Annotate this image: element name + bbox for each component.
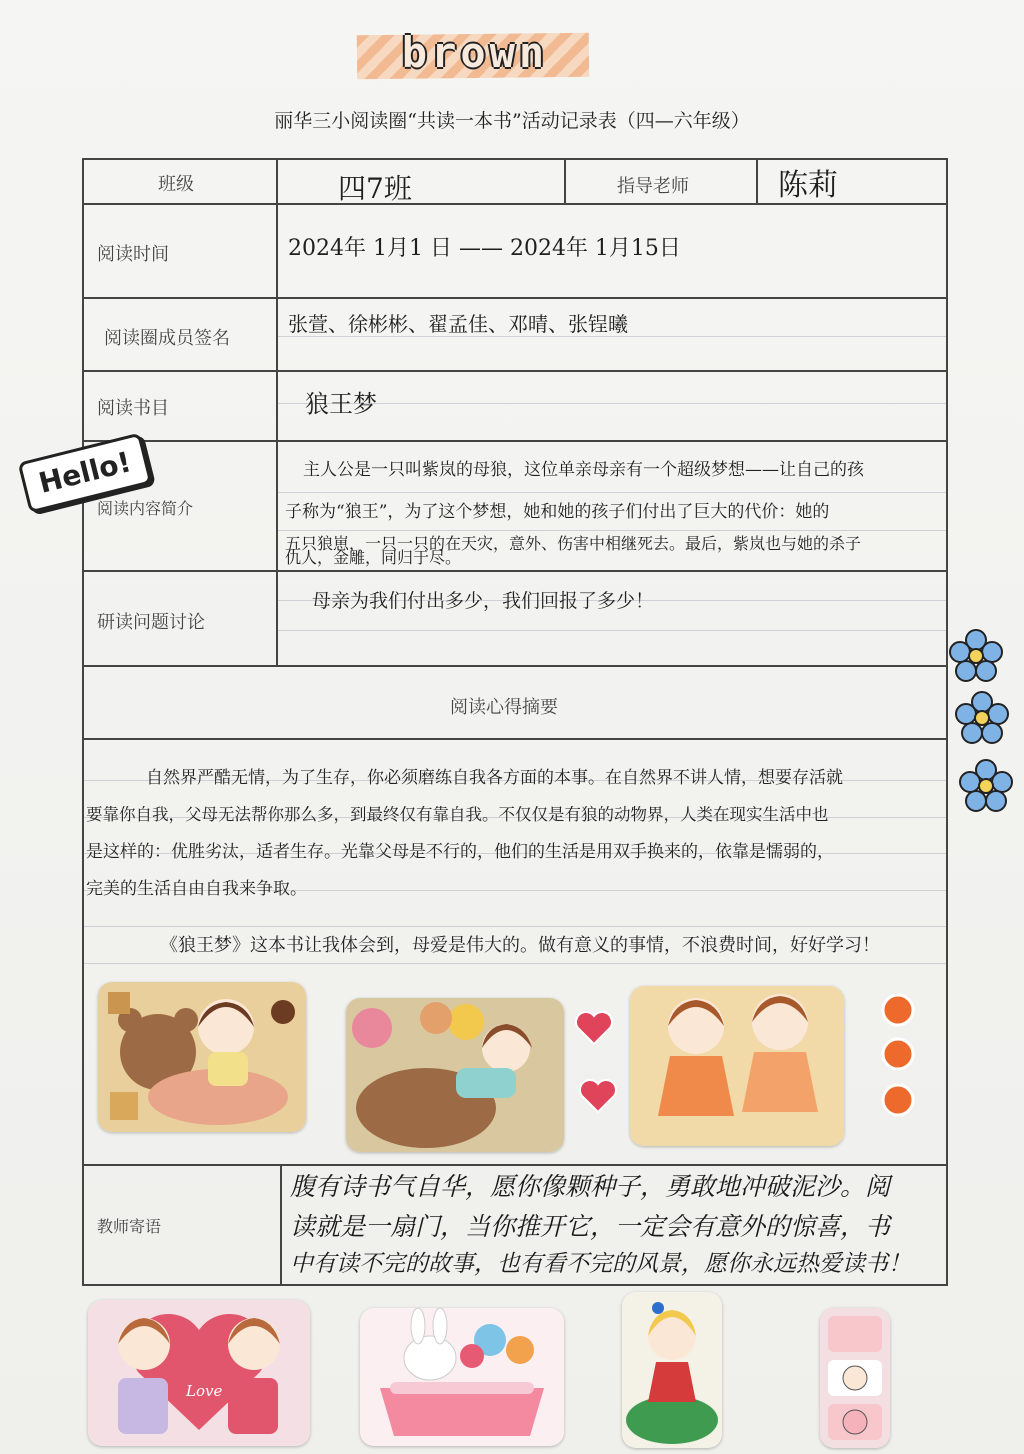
flower-icon	[948, 628, 1004, 684]
row-line	[82, 440, 948, 442]
teacher-label: 指导老师	[617, 176, 689, 197]
time-value: 2024年 1月1 日 —— 2024年 1月15日	[288, 236, 681, 261]
flower-icon	[958, 758, 1014, 814]
column-line	[756, 158, 758, 203]
book-value: 狼王梦	[305, 390, 377, 418]
flower-icon	[954, 690, 1010, 746]
teacher-value: 陈莉	[778, 168, 838, 203]
row-line	[82, 738, 948, 740]
column-line	[280, 1164, 282, 1286]
summary-label: 阅读内容简介	[97, 499, 194, 518]
row-line	[82, 297, 948, 299]
table-border-top	[82, 158, 948, 160]
summary-line: 五只狼崽，一只一只的在天灾，意外、伤害中相继死去。最后，紫岚也与她的杀子	[285, 534, 862, 553]
summary-line: 仇人，金雕，同归于尽。	[285, 548, 462, 567]
heart-icon	[574, 1010, 614, 1046]
time-label: 阅读时间	[97, 244, 169, 265]
tape-label: brown	[401, 28, 549, 77]
writing-rule	[278, 336, 946, 337]
book-label: 阅读书目	[97, 398, 169, 419]
row-line	[82, 665, 948, 667]
girl-with-bear-sticker	[98, 982, 306, 1132]
writing-rule	[278, 492, 946, 493]
orange-fruit-stickers	[878, 990, 918, 1124]
twin-girls-sticker	[630, 986, 844, 1146]
girl-on-bear-balloons-sticker	[346, 998, 564, 1152]
hello-sticker: Hello!	[18, 433, 153, 514]
row-line	[82, 570, 948, 572]
girl-on-leaf-sticker	[622, 1292, 722, 1448]
table-border-right	[946, 158, 948, 1286]
reflection-line: 要靠你自我，父母无法帮你那么多，到最终仅有靠自我。不仅仅是有狼的动物界，人类在现实生活中也	[86, 805, 829, 824]
members-label: 阅读圈成员签名	[104, 328, 230, 349]
column-line	[276, 158, 278, 665]
reflection-line: 是这样的：优胜劣汰，适者生存。光靠父母是不行的，他们的生活是用双手换来的，依靠是懦弱的，	[86, 842, 834, 862]
table-border-left	[82, 158, 84, 1286]
document-title: 丽华三小阅读圈“共读一本书”活动记录表（四—六年级）	[274, 110, 750, 132]
discussion-value: 母亲为我们付出多少，我们回报了多少！	[312, 590, 655, 612]
love-text: Love	[186, 1382, 223, 1400]
girls-love-heart-sticker	[88, 1300, 310, 1446]
row-line	[82, 370, 948, 372]
writing-rule	[278, 530, 946, 531]
teacher-message-label: 教师寄语	[97, 1217, 162, 1236]
members-value: 张萱、徐彬彬、翟孟佳、邓晴、张锃曦	[288, 312, 628, 336]
class-label: 班级	[158, 174, 194, 195]
reflection-line: 自然界严酷无情，为了生存，你必须磨练自我各方面的本事。在自然界不讲人情，想要存活就	[146, 768, 843, 788]
summary-line: 主人公是一只叫紫岚的母狼，这位单亲母亲有一个超级梦想——让自己的孩	[303, 460, 864, 480]
bunny-flower-cake-sticker	[360, 1308, 564, 1446]
pig-cow-strip-sticker	[820, 1308, 890, 1448]
reflection-line: 《狼王梦》这本书让我体会到，母爱是伟大的。做有意义的事情，不浪费时间，好好学习！	[160, 935, 880, 956]
teacher-message-line: 腹有诗书气自华，愿你像颗种子，勇敢地冲破泥沙。阅	[290, 1172, 891, 1201]
reflection-heading: 阅读心得摘要	[450, 697, 558, 718]
class-value: 四7班	[338, 172, 412, 205]
summary-line: 子称为“狼王”，为了这个梦想，她和她的孩子们付出了巨大的代价：她的	[285, 502, 830, 522]
writing-rule	[84, 926, 946, 927]
writing-rule	[278, 403, 946, 404]
discussion-label: 研读问题讨论	[97, 612, 205, 633]
teacher-message-line: 读就是一扇门，当你推开它，一定会有意外的惊喜，书	[290, 1212, 891, 1241]
column-line	[564, 158, 566, 203]
teacher-message-line: 中有读不完的故事，也有看不完的风景，愿你永远热爱读书！	[290, 1251, 911, 1277]
writing-rule	[278, 630, 946, 631]
reflection-line: 完美的生活自由自我来争取。	[86, 879, 307, 899]
heart-icon	[578, 1078, 618, 1114]
